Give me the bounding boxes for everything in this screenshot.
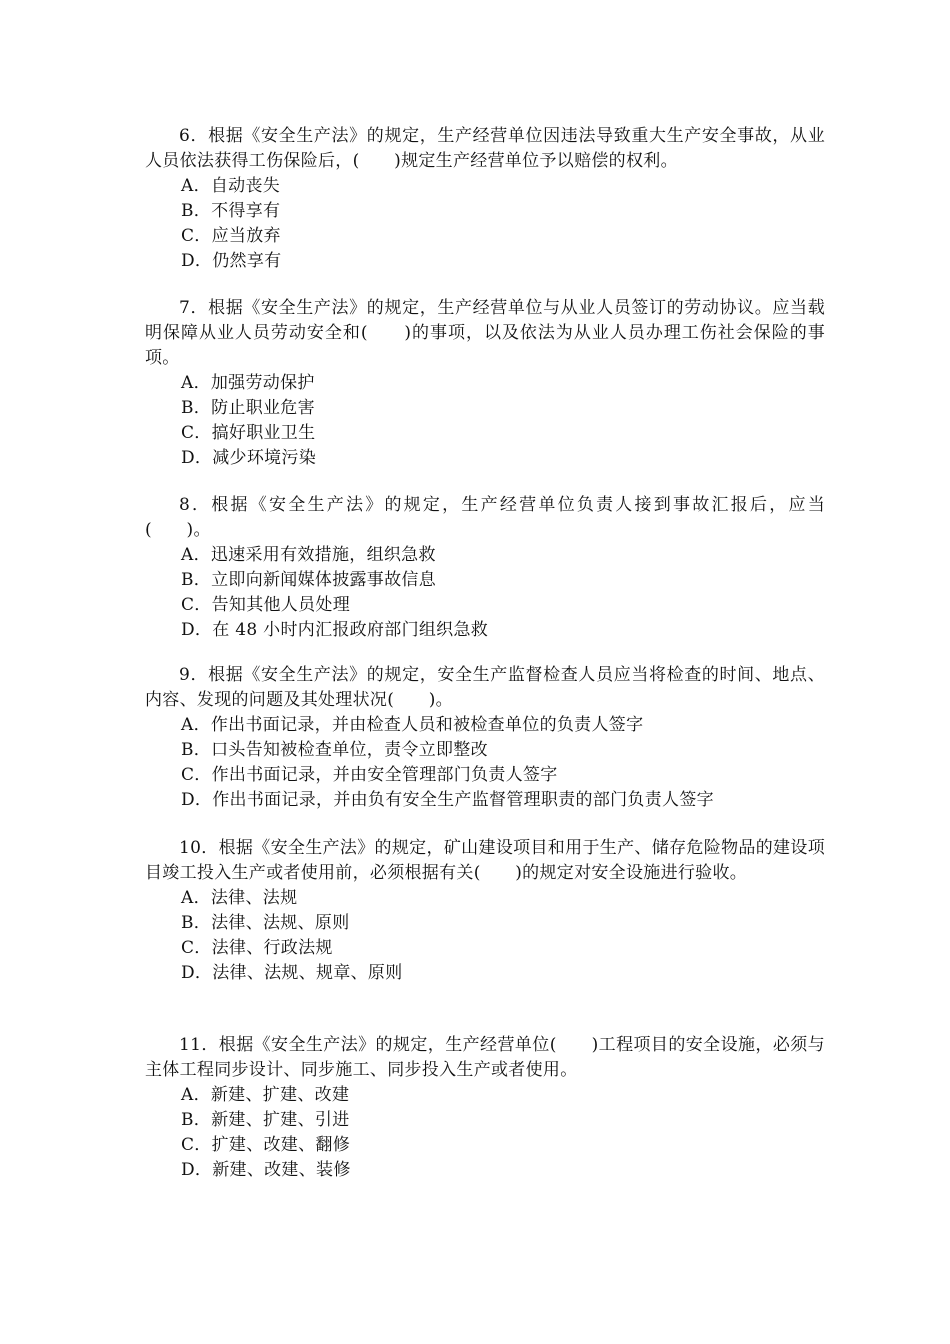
option-a: A．法律、法规 bbox=[181, 888, 298, 908]
option-c: C．作出书面记录，并由安全管理部门负责人签字 bbox=[181, 765, 558, 785]
option-list bbox=[145, 886, 825, 986]
question-8 bbox=[145, 493, 825, 643]
question-stem: 8．根据《安全生产法》的规定，生产经营单位负责人接到事故汇报后，应当( )。 bbox=[145, 495, 825, 540]
question-10 bbox=[145, 836, 825, 986]
option-list bbox=[145, 1083, 825, 1183]
option-b: B．新建、扩建、引进 bbox=[181, 1110, 350, 1130]
option-d: D．在 48 小时内汇报政府部门组织急救 bbox=[181, 620, 489, 640]
option-d: D．法律、法规、规章、原则 bbox=[181, 963, 403, 983]
option-c: C．搞好职业卫生 bbox=[181, 423, 316, 443]
option-b: B．防止职业危害 bbox=[181, 398, 315, 418]
question-6 bbox=[145, 124, 825, 274]
option-a: A．自动丧失 bbox=[181, 176, 281, 196]
question-9 bbox=[145, 663, 825, 813]
option-list bbox=[145, 543, 825, 643]
question-stem: 9．根据《安全生产法》的规定，安全生产监督检查人员应当将检查的时间、地点、内容、发现的问题及其处理状况( )。 bbox=[145, 665, 825, 710]
option-b: B．立即向新闻媒体披露事故信息 bbox=[181, 570, 436, 590]
option-c: C．告知其他人员处理 bbox=[181, 595, 351, 615]
option-a: A．迅速采用有效措施，组织急救 bbox=[181, 545, 436, 565]
question-stem: 6．根据《安全生产法》的规定，生产经营单位因违法导致重大生产安全事故，从业人员依法获得工伤保险后，( )规定生产经营单位予以赔偿的权利。 bbox=[145, 126, 825, 171]
question-7 bbox=[145, 296, 825, 471]
question-stem: 11．根据《安全生产法》的规定，生产经营单位( )工程项目的安全设施，必须与主体工程同步设计、同步施工、同步投入生产或者使用。 bbox=[145, 1035, 825, 1080]
option-list bbox=[145, 174, 825, 274]
option-list bbox=[145, 371, 825, 471]
option-c: C．应当放弃 bbox=[181, 226, 281, 246]
option-b: B．不得享有 bbox=[181, 201, 281, 221]
question-stem: 7．根据《安全生产法》的规定，生产经营单位与从业人员签订的劳动协议。应当载明保障从业人员劳动安全和( )的事项，以及依法为从业人员办理工伤社会保险的事项。 bbox=[145, 298, 825, 368]
question-stem: 10．根据《安全生产法》的规定，矿山建设项目和用于生产、储存危险物品的建设项目竣工投入生产或者使用前，必须根据有关( )的规定对安全设施进行验收。 bbox=[145, 838, 825, 883]
option-d: D．作出书面记录，并由负有安全生产监督管理职责的部门负责人签字 bbox=[181, 790, 714, 810]
option-d: D．仍然享有 bbox=[181, 251, 282, 271]
question-11 bbox=[145, 1033, 825, 1183]
option-a: A．新建、扩建、改建 bbox=[181, 1085, 350, 1105]
option-a: A．加强劳动保护 bbox=[181, 373, 315, 393]
option-d: D．新建、改建、装修 bbox=[181, 1160, 351, 1180]
option-d: D．减少环境污染 bbox=[181, 448, 317, 468]
option-b: B．法律、法规、原则 bbox=[181, 913, 350, 933]
option-list bbox=[145, 713, 825, 813]
option-a: A．作出书面记录，并由检查人员和被检查单位的负责人签字 bbox=[181, 715, 644, 735]
option-b: B．口头告知被检查单位，责令立即整改 bbox=[181, 740, 488, 760]
option-c: C．法律、行政法规 bbox=[181, 938, 333, 958]
option-c: C．扩建、改建、翻修 bbox=[181, 1135, 351, 1155]
